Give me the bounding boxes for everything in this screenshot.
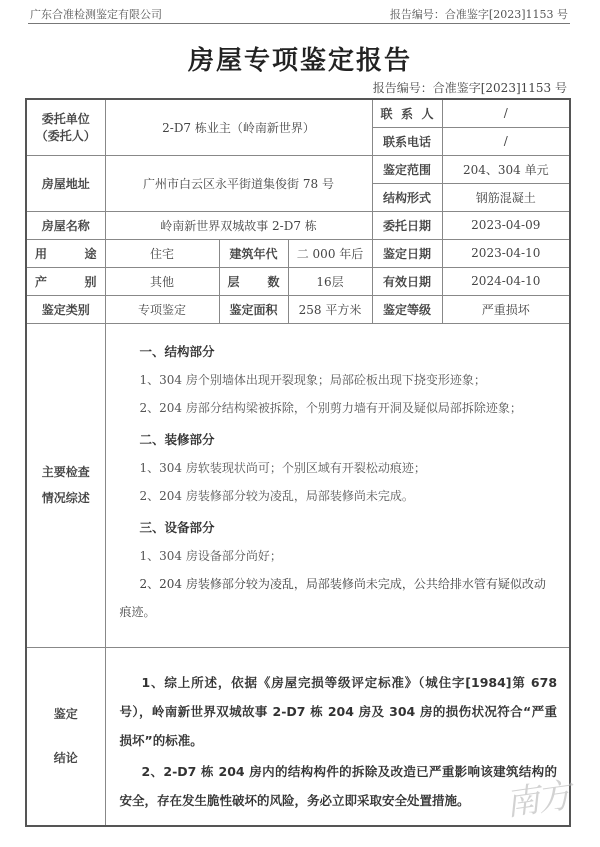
grade-label: 鉴定等级: [372, 295, 442, 323]
finding-item: 2、204 房装修部分较为凌乱，局部装修尚未完成。: [139, 488, 414, 503]
section-title-structure: 一、结构部分: [139, 343, 215, 359]
structure-value: 钢筋混凝土: [442, 183, 570, 211]
property-type-value: 其他: [105, 267, 219, 295]
findings-label: [26, 323, 105, 647]
header-divider: [28, 23, 570, 24]
client-value: 2-D7 栋业主（岭南新世界）: [105, 99, 372, 155]
conclusion-paragraph: 2、2-D7 栋 204 房内的结构构件的拆除及改造已严重影响该建筑结构的安全，存在发生脆性破坏的风险，务必立即采取安全处置措施。: [119, 763, 558, 808]
scope-value: 204、304 单元: [442, 155, 570, 183]
category-label: 鉴定类别: [26, 295, 105, 323]
client-label-line1: 委托单位: [41, 112, 90, 127]
area-label: 鉴定面积: [219, 295, 288, 323]
contact-value: /: [442, 99, 570, 127]
phone-value: /: [442, 127, 570, 155]
floors-label-char: 数: [267, 274, 280, 289]
finding-item: 1、304 房个别墙体出现开裂现象；局部砼板出现下挠变形迹象；: [139, 372, 486, 387]
conclusion-label-line2: 结论: [53, 751, 78, 765]
scope-label: 鉴定范围: [372, 155, 442, 183]
report-number: 报告编号：合准鉴字[2023]1153 号: [372, 81, 567, 95]
finding-item: 1、304 房设备部分尚好；: [139, 548, 282, 563]
usage-label-char: 用: [35, 246, 48, 261]
finding-item: 2、204 房装修部分较为凌乱，局部装修尚未完成，公共给排水管有疑似改动痕迹。: [119, 576, 546, 619]
area-value: 258 平方米: [288, 295, 372, 323]
contact-label-char: 人: [421, 106, 434, 121]
header-company-name: 广东合准检测鉴定有限公司: [30, 8, 162, 21]
contact-label-char: 系: [401, 106, 414, 121]
category-value: 专项鉴定: [105, 295, 219, 323]
house-name-label: 房屋名称: [26, 211, 105, 239]
section-title-equipment: 三、设备部分: [139, 519, 215, 535]
commission-date-value: 2023-04-09: [442, 211, 570, 239]
appraisal-date-value: 2023-04-10: [442, 239, 570, 267]
header-report-number: 报告编号：合准鉴字[2023]1153 号: [389, 8, 568, 21]
property-type-label: [26, 267, 105, 295]
usage-label: [26, 239, 105, 267]
appraisal-table: [25, 98, 571, 827]
conclusion-paragraph: 1、综上所述，依据《房屋完损等级评定标准》（城住字[1984]第 678 号），岭南新世界双城故事 2-D7 栋 204 房及 304 房的损伤状况符合“严重损坏”的标准。: [119, 674, 558, 748]
address-value: 广州市白云区永平街道集俊街 78 号: [105, 155, 372, 211]
client-label-line2: （委托人）: [35, 129, 96, 144]
conclusion-label-line1: 鉴定: [53, 707, 78, 721]
grade-value: 严重损坏: [442, 295, 570, 323]
valid-date-label: 有效日期: [372, 267, 442, 295]
build-era-value: 二 000 年后: [288, 239, 372, 267]
contact-label: [372, 99, 442, 127]
floors-label: [219, 267, 288, 295]
findings-label-line2: 情况综述: [41, 491, 90, 505]
commission-date-label: 委托日期: [372, 211, 442, 239]
property-type-label-char: 产: [35, 274, 48, 289]
floors-label-char: 层: [227, 274, 240, 289]
phone-label: 联系电话: [372, 127, 442, 155]
conclusion-content: [105, 647, 570, 826]
findings-label-line1: 主要检查: [41, 465, 90, 479]
usage-value: 住宅: [105, 239, 219, 267]
address-label: 房屋地址: [26, 155, 105, 211]
section-title-decoration: 二、装修部分: [139, 431, 215, 447]
valid-date-value: 2024-04-10: [442, 267, 570, 295]
build-era-label: 建筑年代: [219, 239, 288, 267]
finding-item: 1、304 房软装现状尚可；个别区域有开裂松动痕迹；: [139, 460, 426, 475]
conclusion-label: [26, 647, 105, 826]
watermark-logo: 南方: [503, 775, 572, 825]
findings-content: [105, 323, 570, 647]
appraisal-date-label: 鉴定日期: [372, 239, 442, 267]
house-name-value: 岭南新世界双城故事 2-D7 栋: [105, 211, 372, 239]
floors-value: 16层: [288, 267, 372, 295]
usage-label-char: 途: [84, 246, 97, 261]
structure-label: 结构形式: [372, 183, 442, 211]
property-type-label-char: 别: [84, 274, 97, 289]
client-label: [26, 99, 105, 155]
document-title: 房屋专项鉴定报告: [187, 46, 412, 76]
finding-item: 2、204 房部分结构梁被拆除，个别剪力墙有开洞及疑似局部拆除迹象；: [139, 400, 522, 415]
contact-label-char: 联: [380, 106, 393, 121]
